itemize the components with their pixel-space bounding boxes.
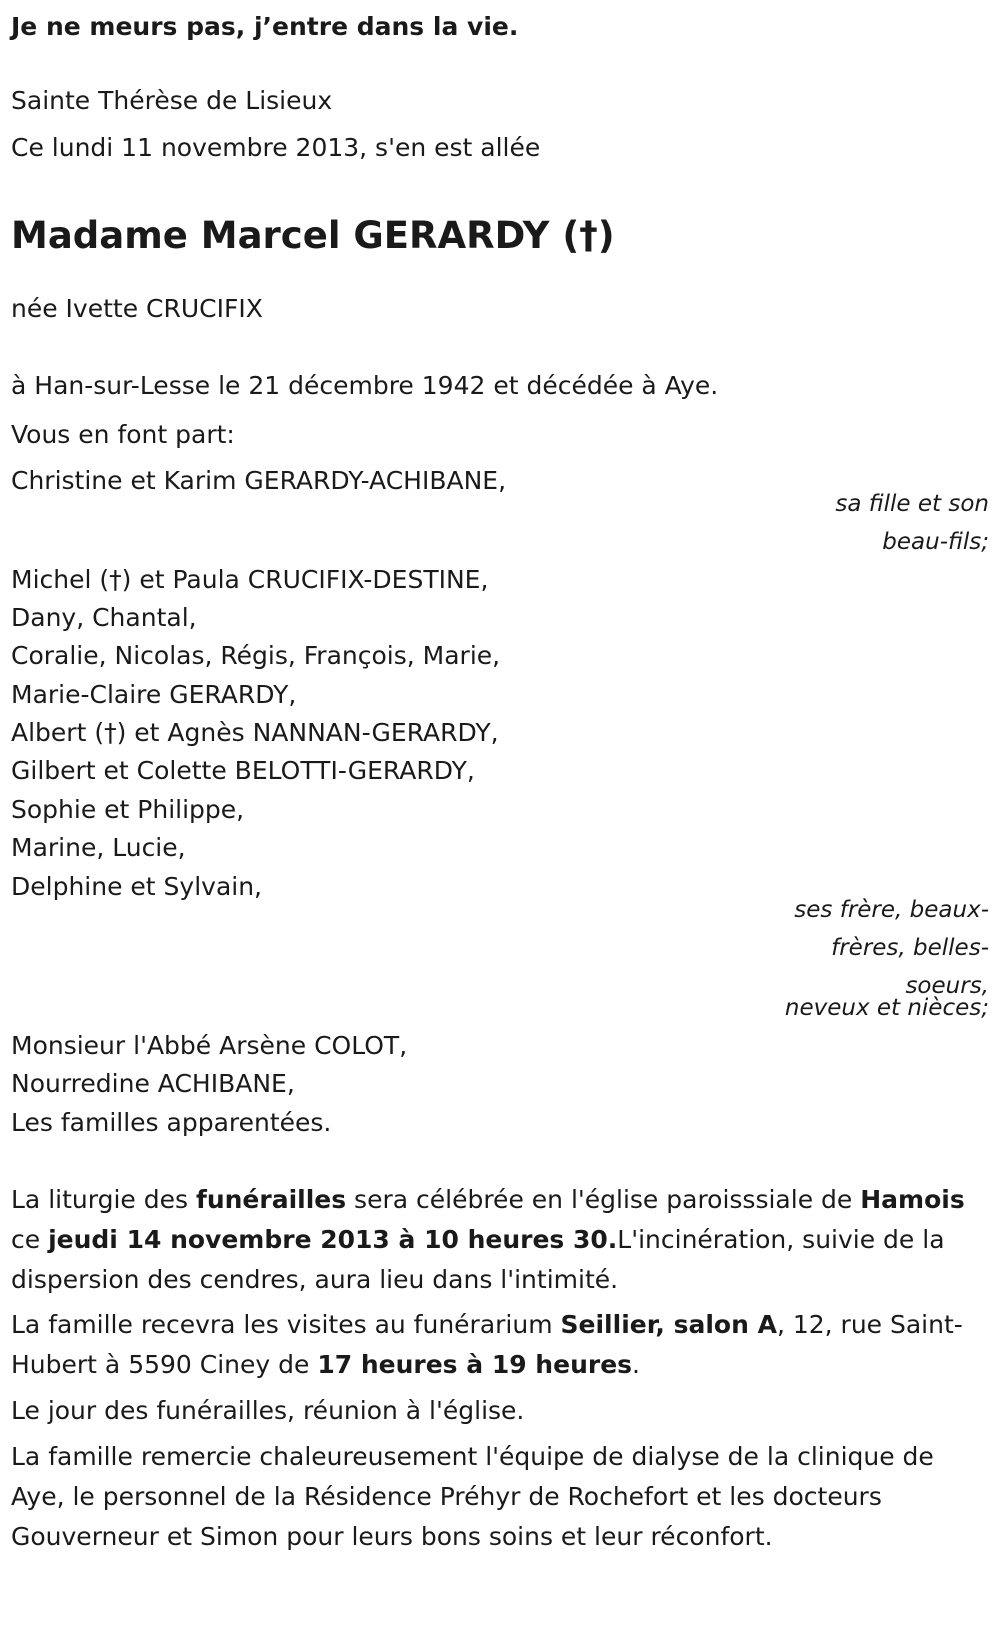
date-line: Ce lundi 11 novembre 2013, s'en est allée — [11, 133, 541, 162]
family-name-line: Gilbert et Colette BELOTTI-GERARDY, — [11, 756, 475, 785]
family-name-line: Dany, Chantal, — [11, 603, 197, 632]
family-name-line: Sophie et Philippe, — [11, 795, 245, 824]
relation-line: ses frère, beaux- — [794, 897, 989, 923]
visits-paragraph: La famille recevra les visites au funérarium Seillier, salon A, 12, rue Saint-Hubert à 5590 Ciney de 17 heures à 19 heures. — [11, 1310, 963, 1379]
birth-line: à Han-sur-Lesse le 21 décembre 1942 et décédée à Aye. — [11, 371, 719, 400]
family-name-line: Monsieur l'Abbé Arsène COLOT, — [11, 1031, 408, 1060]
meeting-paragraph: Le jour des funérailles, réunion à l'église. — [11, 1396, 525, 1425]
family-name-line: Marine, Lucie, — [11, 833, 186, 862]
family-name-line: Michel (†) et Paula CRUCIFIX-DESTINE, — [11, 565, 489, 594]
epigraph: Je ne meurs pas, j’entre dans la vie. — [11, 12, 519, 41]
family-name-line: Nourredine ACHIBANE, — [11, 1069, 295, 1098]
announce-line: Vous en font part: — [11, 420, 235, 449]
relation-line: neveux et nièces; — [784, 995, 989, 1021]
relation-line: frères, belles- — [831, 935, 989, 961]
funeral-paragraph: La liturgie des funérailles sera célébrée en l'église paroisssiale de Hamois ce jeudi 14 novembre 2013 à 10 heures 30.L'incinération, suivie de la dispersion des cendres, aura lieu dans l'intimité. — [11, 1185, 965, 1294]
thanks-paragraph: La famille remercie chaleureusement l'équipe de dialyse de la clinique de Aye, le personnel de la Résidence Préhyr de Rochefort et les docteurs Gouverneur et Simon pour leurs bons soins et leur réconfort. — [11, 1442, 934, 1551]
family-name-line: Coralie, Nicolas, Régis, François, Marie, — [11, 641, 501, 670]
relation-line: soeurs, — [905, 973, 989, 999]
family-name-line: Marie-Claire GERARDY, — [11, 680, 297, 709]
family-name-line: Delphine et Sylvain, — [11, 872, 263, 901]
relation-line: beau-fils; — [882, 529, 989, 555]
maiden-name: née Ivette CRUCIFIX — [11, 294, 263, 323]
deceased-name: Madame Marcel GERARDY (†) — [11, 214, 615, 257]
family-name-line: Albert (†) et Agnès NANNAN-GERARDY, — [11, 718, 499, 747]
quote-author: Sainte Thérèse de Lisieux — [11, 86, 333, 115]
relation-line: sa fille et son — [835, 491, 989, 517]
family-name-line: Les familles apparentées. — [11, 1108, 332, 1137]
family-name-line: Christine et Karim GERARDY-ACHIBANE, — [11, 466, 507, 495]
